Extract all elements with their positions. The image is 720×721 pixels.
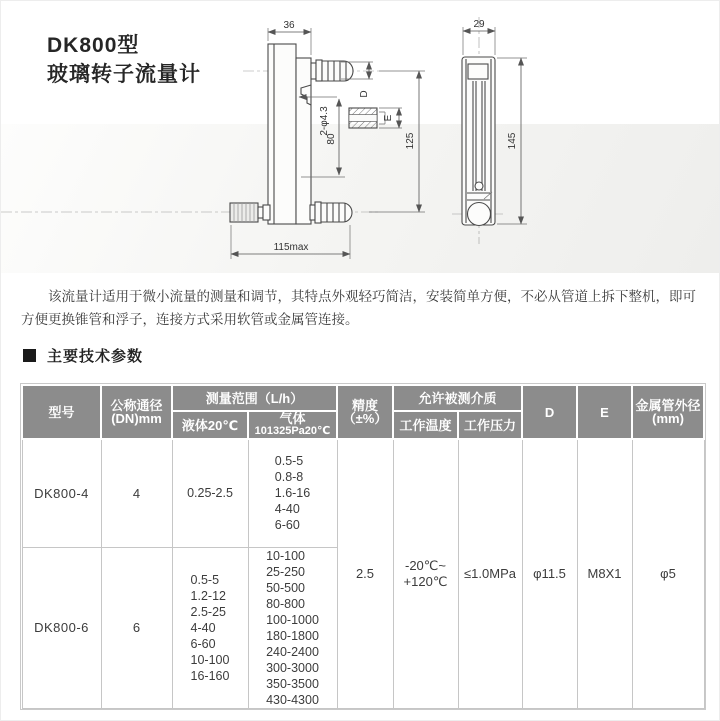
col-header-temp: 工作温度 [393, 411, 458, 439]
col-header-precision [337, 385, 393, 439]
dn-header-line1: 公称通径 [110, 398, 163, 413]
outer-dia-cell: φ5 [632, 439, 704, 708]
col-header-liquid: 液体20℃ [172, 411, 248, 439]
dim-36-label: 36 [283, 20, 295, 31]
float-stopper [475, 182, 483, 190]
liquid-range-item: 16-160 [190, 668, 230, 683]
d-value-cell: φ11.5 [522, 439, 577, 708]
dim-e-label: E [383, 114, 394, 122]
parameters-table [21, 384, 705, 709]
dn-header-line2: (DN)mm [111, 411, 162, 426]
valve-stem [258, 207, 263, 218]
col-header-pressure: 工作压力 [458, 411, 522, 439]
gas-range-item: 4-40 [274, 502, 300, 517]
float-ball [468, 203, 491, 226]
dim-29-label: 29 [473, 19, 485, 30]
precision-header-line2: （±%） [342, 411, 388, 426]
gas-range-item: 300-3000 [266, 660, 319, 675]
precision-cell: 2.5 [337, 439, 393, 708]
side-view [1, 20, 425, 259]
gas-range-item: 100-1000 [266, 612, 319, 627]
thread-bore [349, 115, 377, 122]
gas-range-item: 0.5-5 [274, 454, 304, 469]
e-value-cell: M8X1 [577, 439, 632, 708]
outer-dia-header-line2: (mm) [652, 411, 684, 426]
parameters-table-wrap [20, 383, 706, 710]
col-header-model: 型号 [22, 385, 101, 439]
dim-80-label: 80 [326, 133, 337, 145]
tube-housing [296, 58, 311, 224]
liquid-range-item: 0.25-2.5 [187, 486, 233, 501]
col-header-outer-dia [632, 385, 704, 439]
col-header-e: E [577, 385, 632, 439]
liquid-range-cell [172, 439, 248, 547]
gas-range-item: 430-4300 [266, 692, 319, 707]
gas-range-item: 10-100 [266, 548, 306, 563]
liquid-range-cell [172, 547, 248, 708]
col-header-dn [101, 385, 172, 439]
liquid-range-item: 4-40 [190, 620, 216, 635]
dim-d-label: D [359, 90, 370, 98]
gas-range-item: 180-1800 [266, 628, 319, 643]
valve-bonnet [263, 205, 270, 220]
pressure-cell: ≤1.0MPa [458, 439, 522, 708]
gas-range-cell [248, 439, 337, 547]
gas-range-cell [248, 547, 337, 708]
temp-cell [393, 439, 458, 708]
gas-range-item: 240-2400 [266, 644, 319, 659]
col-header-d: D [522, 385, 577, 439]
liquid-range-item: 1.2-12 [190, 588, 226, 603]
dim-125-label: 125 [405, 132, 416, 150]
outer-dia-header-line1: 金属管外径 [635, 398, 701, 413]
gas-range-item: 50-500 [266, 580, 306, 595]
top-connector-flange [316, 60, 322, 81]
bottom-hose-barb [321, 203, 352, 222]
gas-range-item: 6-60 [274, 518, 300, 533]
temp-line2: +120℃ [403, 573, 448, 589]
model-cell: DK800-6 [22, 547, 101, 708]
intro-paragraph: 该流量计适用于微小流量的测量和调节，其特点外观轻巧简洁，安装简单方便，不必从管道上拆下整机，即可方便更换锥管和浮子，连接方式采用软管或金属管连接。 [21, 289, 696, 327]
section-header [23, 345, 143, 366]
dim-115max-label: 115max [273, 242, 309, 253]
table-row-dk800-4 [22, 439, 704, 547]
technical-drawing [1, 1, 720, 273]
gas-range-item: 0.8-8 [274, 470, 304, 485]
meter-back-panel [268, 44, 296, 224]
gas-range-item: 25-250 [266, 564, 306, 579]
bottom-connector-collar [310, 205, 315, 220]
col-header-gas [248, 411, 337, 439]
dn-cell: 6 [101, 547, 172, 708]
gas-range-item: 1.6-16 [274, 486, 311, 501]
top-hose-barb [322, 61, 353, 81]
col-header-medium-group: 允许被测介质 [393, 385, 522, 411]
col-header-range-group: 测量范围（L/h） [172, 385, 337, 411]
gas-header-line1: 气体 [279, 411, 306, 426]
liquid-range-item: 0.5-5 [190, 572, 220, 587]
product-title-line1: DK800型 [47, 34, 140, 57]
liquid-range-item: 2.5-25 [190, 604, 226, 619]
product-title-line2: 玻璃转子流量计 [47, 63, 201, 86]
gas-range-item: 80-800 [266, 596, 306, 611]
section-title: 主要技术参数 [47, 348, 144, 365]
precision-header-line1: 精度 [351, 398, 378, 413]
section-bullet-icon [23, 349, 36, 362]
dn-cell: 4 [101, 439, 172, 547]
dim-145-label: 145 [507, 132, 518, 150]
dim-holes-label: 2-φ4.3 [319, 106, 330, 136]
liquid-range-item: 10-100 [190, 652, 230, 667]
temp-line1: -20℃~ [405, 557, 446, 573]
front-view [452, 17, 527, 244]
bottom-connector-flange [315, 202, 321, 223]
gas-range-item: 350-3500 [266, 676, 319, 691]
top-connector-collar [311, 63, 316, 79]
gas-header-line2: 101325Pa20℃ [254, 425, 331, 437]
model-cell: DK800-4 [22, 439, 101, 547]
liquid-range-item: 6-60 [190, 636, 216, 651]
